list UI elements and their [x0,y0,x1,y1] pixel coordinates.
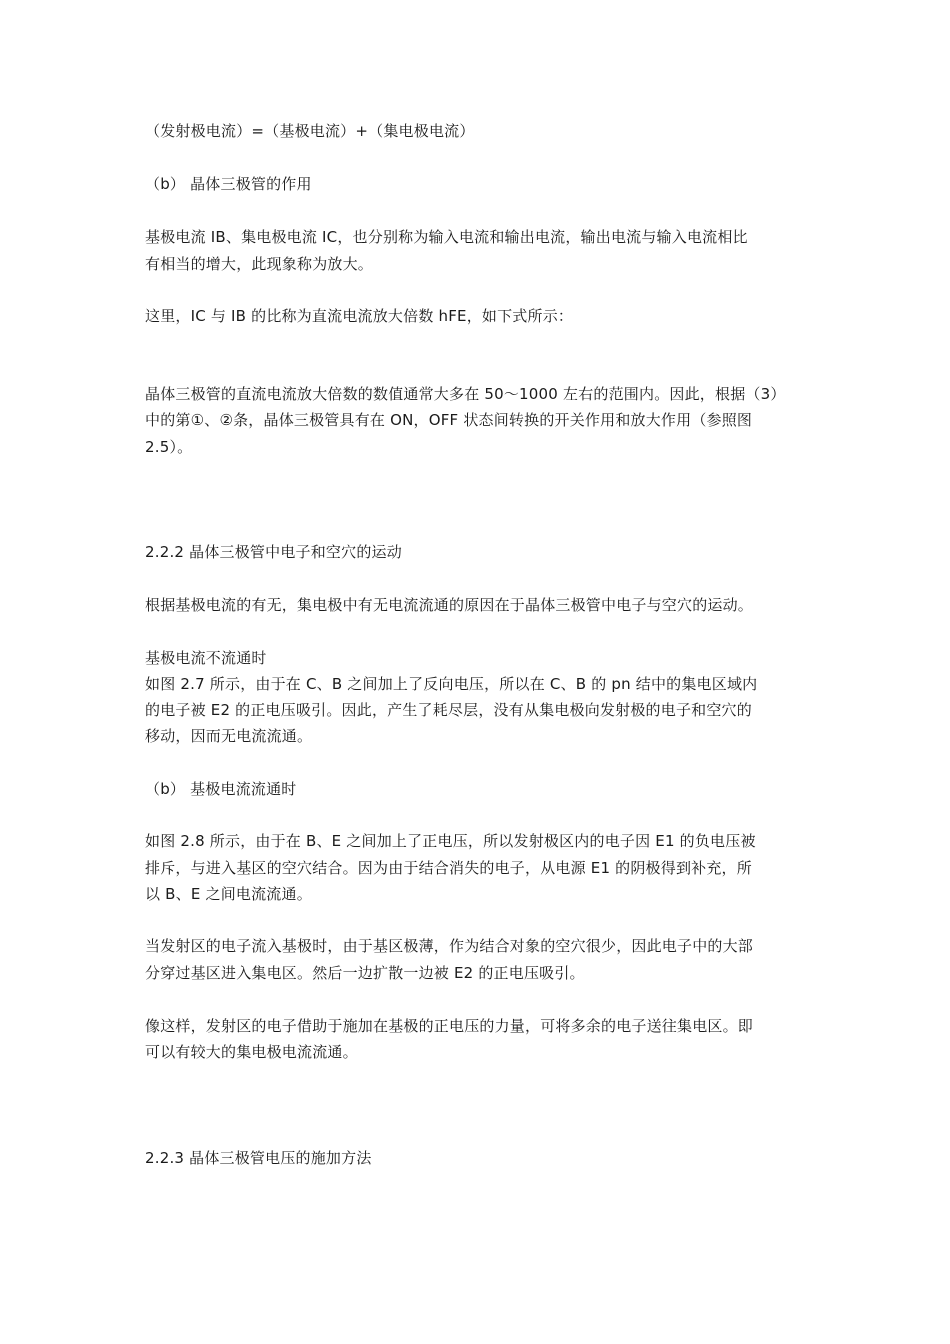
text-line: 有相当的增大，此现象称为放大。 [145,255,374,273]
text-line: 基极电流 IB、集电极电流 IC，也分别称为输入电流和输出电流，输出电流与输入电流相比 [145,228,748,246]
text-line: （b） 晶体三极管的作用 [145,175,312,193]
text-line: 以 B、E 之间电流流通。 [145,885,312,903]
text-line: 移动，因而无电流流通。 [145,727,313,745]
text-line: 如图 2.7 所示，由于在 C、B 之间加上了反向电压，所以在 C、B 的 pn 结中的集电区域内 [145,675,758,693]
text-line: 当发射区的电子流入基极时，由于基区极薄，作为结合对象的空穴很少，因此电子中的大部 [145,937,754,955]
text-line: 2.5）。 [145,438,193,456]
text-line: 排斥，与进入基区的空穴结合。因为由于结合消失的电子，从电源 E1 的阴极得到补充，所 [145,859,752,877]
text-line: 晶体三极管的直流电流放大倍数的数值通常大多在 50～1000 左右的范围内。因此，根据（3） [145,385,786,403]
text-line: 中的第①、②条，晶体三极管具有在 ON，OFF 状态间转换的开关作用和放大作用（参照图 [145,411,753,429]
section-heading: 2.2.2 晶体三极管中电子和空穴的运动 [145,543,402,561]
text-line: （b） 基极电流流通时 [145,780,297,798]
text-line: （发射极电流）=（基极电流）+（集电极电流） [145,122,475,140]
text-line: 根据基极电流的有无，集电极中有无电流流通的原因在于晶体三极管中电子与空穴的运动。 [145,596,754,614]
text-line: 如图 2.8 所示，由于在 B、E 之间加上了正电压，所以发射极区内的电子因 E1 的负电压被 [145,832,756,850]
text-line: 这里，IC 与 IB 的比称为直流电流放大倍数 hFE，如下式所示： [145,307,574,325]
text-line: 像这样，发射区的电子借助于施加在基极的正电压的力量，可将多余的电子送往集电区。即 [145,1017,754,1035]
section-heading: 2.2.3 晶体三极管电压的施加方法 [145,1149,372,1167]
text-line: 分穿过基区进入集电区。然后一边扩散一边被 E2 的正电压吸引。 [145,964,585,982]
text-line: 的电子被 E2 的正电压吸引。因此，产生了耗尽层，没有从集电极向发射极的电子和空穴的 [145,701,752,719]
text-line: 可以有较大的集电极电流流通。 [145,1043,358,1061]
text-line: 基极电流不流通时 [145,649,267,667]
